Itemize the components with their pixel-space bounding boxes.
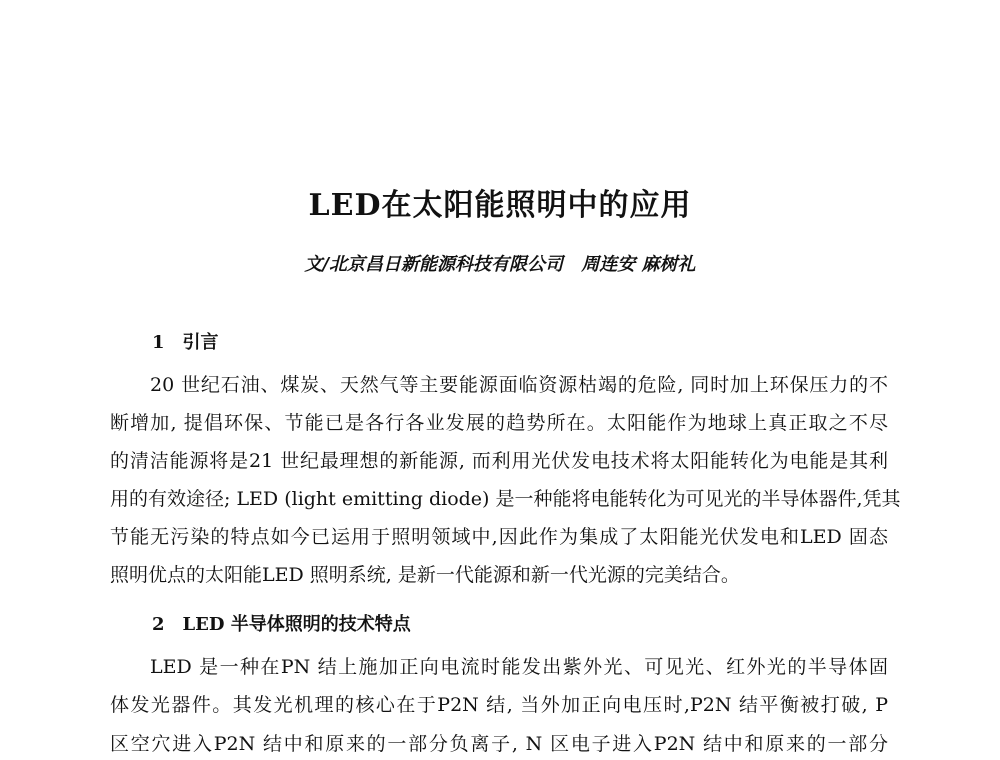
section-heading: 2 LED 半导体照明的技术特点: [152, 614, 411, 635]
paragraph-line: 区空穴进入P2N 结中和原来的一部分负离子, N 区电子进入P2N 结中和原来的一部分: [110, 733, 888, 755]
paragraph-line: 体发光器件。其发光机理的核心在于P2N 结, 当外加正向电压时,P2N 结平衡被打破, P: [110, 694, 888, 716]
byline-organization: 文/北京昌日新能源科技有限公司: [304, 254, 563, 275]
paragraph-line: 节能无污染的特点如今已运用于照明领域中,因此作为集成了太阳能光伏发电和LED 固态: [110, 526, 888, 548]
section-heading: 1 引言: [152, 332, 219, 353]
article-title: LED在太阳能照明中的应用: [308, 188, 692, 223]
paragraph-line: 断增加, 提倡环保、节能已是各行各业发展的趋势所在。太阳能作为地球上真正取之不尽: [110, 412, 888, 434]
paragraph-line: 用的有效途径; LED (light emitting diode) 是一种能将电能转化为可见光的半导体器件,凭其: [110, 488, 901, 510]
byline-authors: 周连安 麻树礼: [581, 254, 696, 275]
paragraph-line: 20 世纪石油、煤炭、天然气等主要能源面临资源枯竭的危险, 同时加上环保压力的不: [150, 374, 888, 396]
paragraph-line: 照明优点的太阳能LED 照明系统, 是新一代能源和新一代光源的完美结合。: [110, 564, 740, 586]
byline: [0, 250, 1000, 276]
paragraph-line: 的清洁能源将是21 世纪最理想的新能源, 而利用光伏发电技术将太阳能转化为电能是其利: [110, 450, 888, 472]
paragraph-line: LED 是一种在PN 结上施加正向电流时能发出紫外光、可见光、红外光的半导体固: [150, 656, 888, 678]
